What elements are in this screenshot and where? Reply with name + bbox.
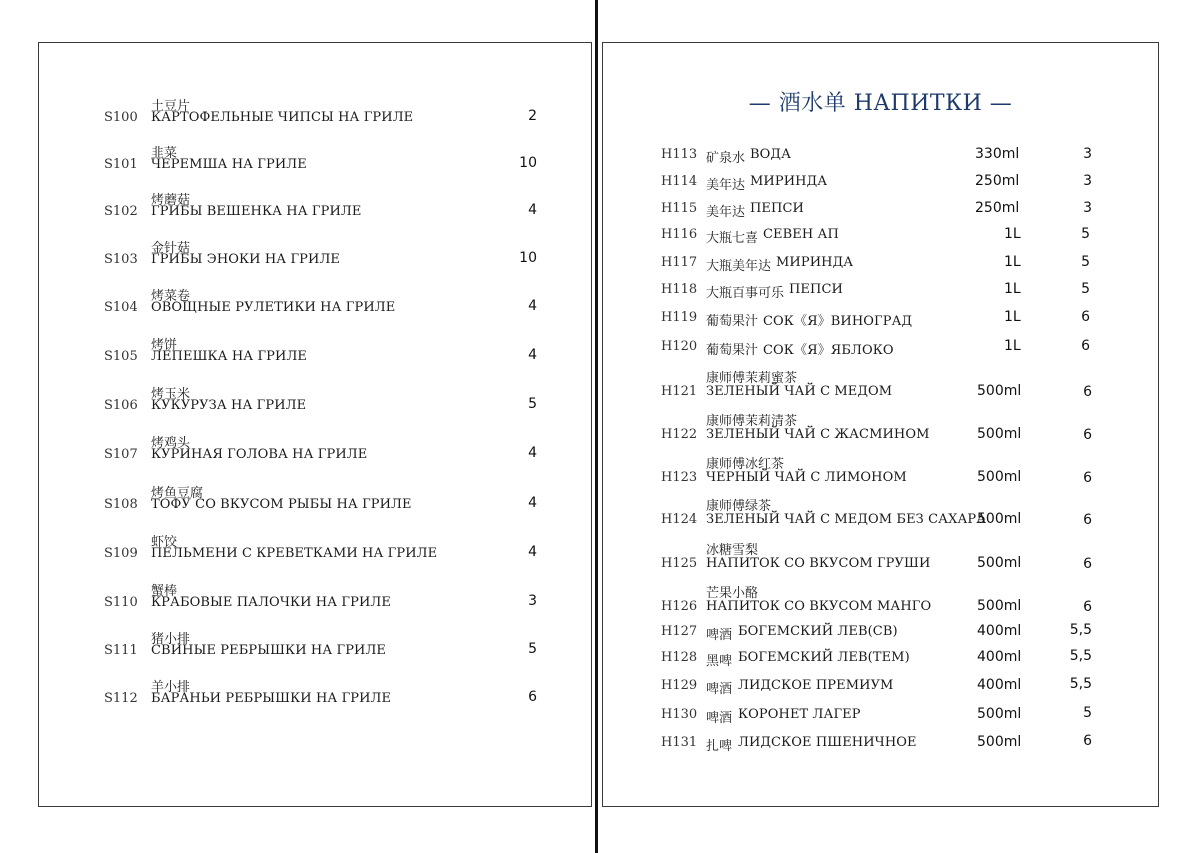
item-code: S108 (104, 497, 138, 512)
drink-volume: 500ml (977, 511, 1022, 527)
drink-code: H131 (661, 735, 698, 750)
item-price: 4 (528, 202, 537, 218)
item-cn-name: 蟹棒 (151, 584, 178, 599)
item-code: S102 (104, 204, 138, 219)
drink-price: 3 (1083, 200, 1092, 216)
drinks-title: — 酒水单 НАПИТКИ — (748, 91, 1013, 116)
drink-price: 5,5 (1069, 622, 1092, 638)
drink-price: 6 (1083, 512, 1092, 528)
item-price: 2 (528, 108, 537, 124)
drink-cn-name: 康师傅茉莉蜜茶 (706, 371, 798, 386)
drink-cn-name: 啤酒 (706, 628, 733, 643)
drink-ru-name: ЛИДСКОЕ ПРЕМИУМ (738, 678, 894, 693)
drink-price: 6 (1083, 556, 1092, 572)
item-ru-name: БАРАНЬИ РЕБРЫШКИ НА ГРИЛЕ (151, 691, 392, 706)
item-cn-name: 羊小排 (151, 680, 191, 695)
drink-cn-name: 啤酒 (706, 711, 733, 726)
item-price: 4 (528, 544, 537, 560)
item-ru-name: ОВОЩНЫЕ РУЛЕТИКИ НА ГРИЛЕ (151, 300, 396, 315)
drink-ru-name: НАПИТОК СО ВКУСОМ ГРУШИ (706, 556, 931, 571)
drink-volume: 500ml (977, 555, 1022, 571)
item-price: 4 (528, 298, 537, 314)
item-cn-name: 虾饺 (151, 535, 178, 550)
drink-ru-name: БОГЕМСКИЙ ЛЕВ(СВ) (738, 624, 898, 639)
item-code: S103 (104, 252, 138, 267)
drink-price: 5 (1083, 705, 1092, 721)
drink-price: 5,5 (1069, 648, 1092, 664)
drink-price: 6 (1081, 338, 1090, 354)
drink-volume: 1L (1004, 281, 1021, 297)
drink-ru-name: НАПИТОК СО ВКУСОМ МАНГО (706, 599, 932, 614)
item-cn-name: 烤鸡头 (151, 436, 191, 451)
drink-cn-name: 葡萄果汁 (706, 314, 759, 329)
item-price: 10 (519, 155, 537, 171)
drink-code: H116 (661, 227, 698, 242)
drink-cn-name: 康师傅冰红茶 (706, 457, 785, 472)
drink-cn-name: 美年达 (706, 205, 746, 220)
drink-ru-name: СОК《Я》ЯБЛОКО (763, 343, 894, 358)
drink-ru-name: КОРОНЕТ ЛАГЕР (738, 707, 861, 722)
item-price: 10 (519, 250, 537, 266)
drink-ru-name: ЗЕЛЕНЫЙ ЧАЙ С МЕДОМ БЕЗ САХАРА (706, 512, 987, 527)
drink-price: 5 (1081, 281, 1090, 297)
drink-cn-name: 矿泉水 (706, 151, 746, 166)
item-cn-name: 土豆片 (151, 99, 191, 114)
drink-volume: 500ml (977, 383, 1022, 399)
item-cn-name: 烤蘑菇 (151, 193, 191, 208)
item-code: S100 (104, 110, 138, 125)
drink-volume: 1L (1004, 254, 1021, 270)
item-price: 4 (528, 495, 537, 511)
drink-code: H127 (661, 624, 698, 639)
drink-price: 6 (1083, 733, 1092, 749)
drink-cn-name: 葡萄果汁 (706, 343, 759, 358)
drink-code: H118 (661, 282, 698, 297)
drink-price: 6 (1083, 599, 1092, 615)
drink-volume: 1L (1004, 309, 1021, 325)
item-ru-name: КУКУРУЗА НА ГРИЛЕ (151, 398, 307, 413)
item-ru-name: ТОФУ СО ВКУСОМ РЫБЫ НА ГРИЛЕ (151, 497, 412, 512)
drink-code: H119 (661, 310, 698, 325)
item-price: 3 (528, 593, 537, 609)
item-code: S107 (104, 447, 138, 462)
drink-price: 6 (1083, 384, 1092, 400)
item-ru-name: ЛЕПЕШКА НА ГРИЛЕ (151, 349, 307, 364)
drink-code: H114 (661, 174, 698, 189)
drink-volume: 330ml (975, 146, 1020, 162)
item-ru-name: КУРИНАЯ ГОЛОВА НА ГРИЛЕ (151, 447, 368, 462)
drink-ru-name: ЛИДСКОЕ ПШЕНИЧНОЕ (738, 735, 917, 750)
item-cn-name: 烤菜卷 (151, 289, 191, 304)
drink-volume: 400ml (977, 677, 1022, 693)
item-cn-name: 烤玉米 (151, 387, 191, 402)
item-code: S101 (104, 157, 138, 172)
item-price: 6 (528, 689, 537, 705)
drink-code: H115 (661, 201, 698, 216)
drink-volume: 500ml (977, 734, 1022, 750)
drink-price: 5,5 (1069, 676, 1092, 692)
drink-price: 6 (1083, 470, 1092, 486)
drink-volume: 1L (1004, 338, 1021, 354)
drink-price: 3 (1083, 173, 1092, 189)
item-code: S106 (104, 398, 138, 413)
drink-code: H117 (661, 255, 698, 270)
drink-cn-name: 大瓶美年达 (706, 259, 772, 274)
drink-volume: 500ml (977, 598, 1022, 614)
drink-code: H120 (661, 339, 698, 354)
book-spine (595, 0, 598, 853)
drink-ru-name: ВОДА (750, 147, 792, 162)
drink-volume: 500ml (977, 469, 1022, 485)
drink-volume: 400ml (977, 649, 1022, 665)
drink-ru-name: БОГЕМСКИЙ ЛЕВ(ТЕМ) (738, 650, 910, 665)
drink-code: H122 (661, 427, 698, 442)
drink-cn-name: 大瓶百事可乐 (706, 286, 785, 301)
item-price: 5 (528, 396, 537, 412)
item-cn-name: 金针菇 (151, 241, 191, 256)
drink-price: 3 (1083, 146, 1092, 162)
drink-ru-name: ЧЕРНЫЙ ЧАЙ С ЛИМОНОМ (706, 470, 907, 485)
item-code: S112 (104, 691, 138, 706)
item-code: S104 (104, 300, 138, 315)
item-ru-name: ГРИБЫ ВЕШЕНКА НА ГРИЛЕ (151, 204, 362, 219)
drink-volume: 250ml (975, 173, 1020, 189)
drink-ru-name: ЗЕЛЕНЫЙ ЧАЙ С МЕДОМ (706, 384, 893, 399)
drink-volume: 250ml (975, 200, 1020, 216)
item-cn-name: 韭菜 (151, 146, 178, 161)
drink-code: H121 (661, 384, 698, 399)
item-ru-name: ПЕЛЬМЕНИ С КРЕВЕТКАМИ НА ГРИЛЕ (151, 546, 438, 561)
drink-code: H130 (661, 707, 698, 722)
item-code: S110 (104, 595, 138, 610)
drink-code: H128 (661, 650, 698, 665)
drink-cn-name: 芒果小酪 (706, 586, 759, 601)
item-ru-name: КРАБОВЫЕ ПАЛОЧКИ НА ГРИЛЕ (151, 595, 391, 610)
drink-cn-name: 大瓶七喜 (706, 231, 759, 246)
drink-code: H123 (661, 470, 698, 485)
drink-code: H129 (661, 678, 698, 693)
drink-ru-name: ПЕПСИ (750, 201, 804, 216)
drink-volume: 500ml (977, 706, 1022, 722)
drink-price: 5 (1081, 254, 1090, 270)
item-code: S105 (104, 349, 138, 364)
drink-ru-name: МИРИНДА (776, 255, 854, 270)
item-cn-name: 烤鱼豆腐 (151, 486, 204, 501)
drink-cn-name: 康师傅茉莉清茶 (706, 414, 798, 429)
drink-code: H124 (661, 512, 698, 527)
item-price: 4 (528, 445, 537, 461)
item-ru-name: КАРТОФЕЛЬНЫЕ ЧИПСЫ НА ГРИЛЕ (151, 110, 414, 125)
drink-volume: 1L (1004, 226, 1021, 242)
item-ru-name: СВИНЫЕ РЕБРЫШКИ НА ГРИЛЕ (151, 643, 387, 658)
drink-code: H126 (661, 599, 698, 614)
drink-ru-name: ЗЕЛЕНЫЙ ЧАЙ С ЖАСМИНОМ (706, 427, 930, 442)
item-cn-name: 猪小排 (151, 632, 191, 647)
item-ru-name: ЧЕРЕМША НА ГРИЛЕ (151, 157, 307, 172)
drink-ru-name: МИРИНДА (750, 174, 828, 189)
drink-volume: 400ml (977, 623, 1022, 639)
item-price: 4 (528, 347, 537, 363)
item-code: S109 (104, 546, 138, 561)
item-price: 5 (528, 641, 537, 657)
drink-code: H113 (661, 147, 698, 162)
drink-code: H125 (661, 556, 698, 571)
drink-cn-name: 扎啤 (706, 739, 733, 754)
drink-volume: 500ml (977, 426, 1022, 442)
drink-cn-name: 冰糖雪梨 (706, 543, 759, 558)
drink-cn-name: 美年达 (706, 178, 746, 193)
drink-price: 6 (1083, 427, 1092, 443)
drink-price: 6 (1081, 309, 1090, 325)
drink-price: 5 (1081, 226, 1090, 242)
drink-cn-name: 黑啤 (706, 654, 733, 669)
item-code: S111 (104, 643, 138, 658)
drink-ru-name: ПЕПСИ (789, 282, 843, 297)
drink-ru-name: СЕВЕН АП (763, 227, 839, 242)
drink-cn-name: 啤酒 (706, 682, 733, 697)
item-ru-name: ГРИБЫ ЭНОКИ НА ГРИЛЕ (151, 252, 340, 267)
drink-cn-name: 康师傅绿茶 (706, 499, 772, 514)
drink-ru-name: СОК《Я》ВИНОГРАД (763, 314, 913, 329)
item-cn-name: 烤饼 (151, 338, 178, 353)
